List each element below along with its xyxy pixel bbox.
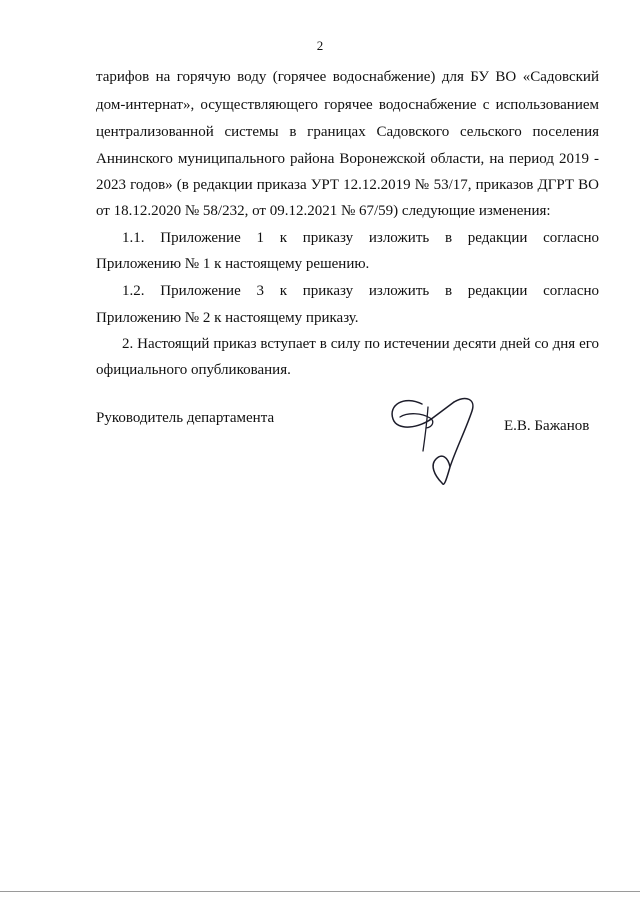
- item-1-2-line-1: 1.2. Приложение 3 к приказу изложить в редакции согласно: [122, 283, 599, 299]
- body-line-6: от 18.12.2020 № 58/232, от 09.12.2021 № 67/59) следующие изменения:: [96, 203, 551, 219]
- body-line-3: централизованной системы в границах Садовского сельского поселения: [96, 124, 599, 140]
- body-line-5: 2023 годов» (в редакции приказа УРТ 12.12.2019 № 53/17, приказов ДГРТ ВО: [96, 177, 599, 193]
- handwritten-signature-icon: [384, 387, 480, 489]
- item-1-1-line-1: 1.1. Приложение 1 к приказу изложить в редакции согласно: [122, 230, 599, 246]
- body-line-2: дом-интернат», осуществляющего горячее водоснабжение с использованием: [96, 97, 599, 113]
- item-1-2-line-2: Приложению № 2 к настоящему приказу.: [96, 310, 359, 326]
- body-line-4: Аннинского муниципального района Воронежской области, на период 2019 -: [96, 151, 599, 167]
- body-line-1: тарифов на горячую воду (горячее водоснабжение) для БУ ВО «Садовский: [96, 69, 599, 85]
- item-2-line-1: 2. Настоящий приказ вступает в силу по истечении десяти дней со дня его: [122, 336, 599, 352]
- signatory-position: Руководитель департамента: [96, 410, 275, 426]
- bottom-edge-rule: [0, 891, 640, 892]
- item-1-1-line-2: Приложению № 1 к настоящему решению.: [96, 256, 370, 272]
- page-number: 2: [316, 38, 324, 53]
- item-2-line-2: официального опубликования.: [96, 362, 291, 378]
- signatory-name: Е.В. Бажанов: [504, 418, 590, 434]
